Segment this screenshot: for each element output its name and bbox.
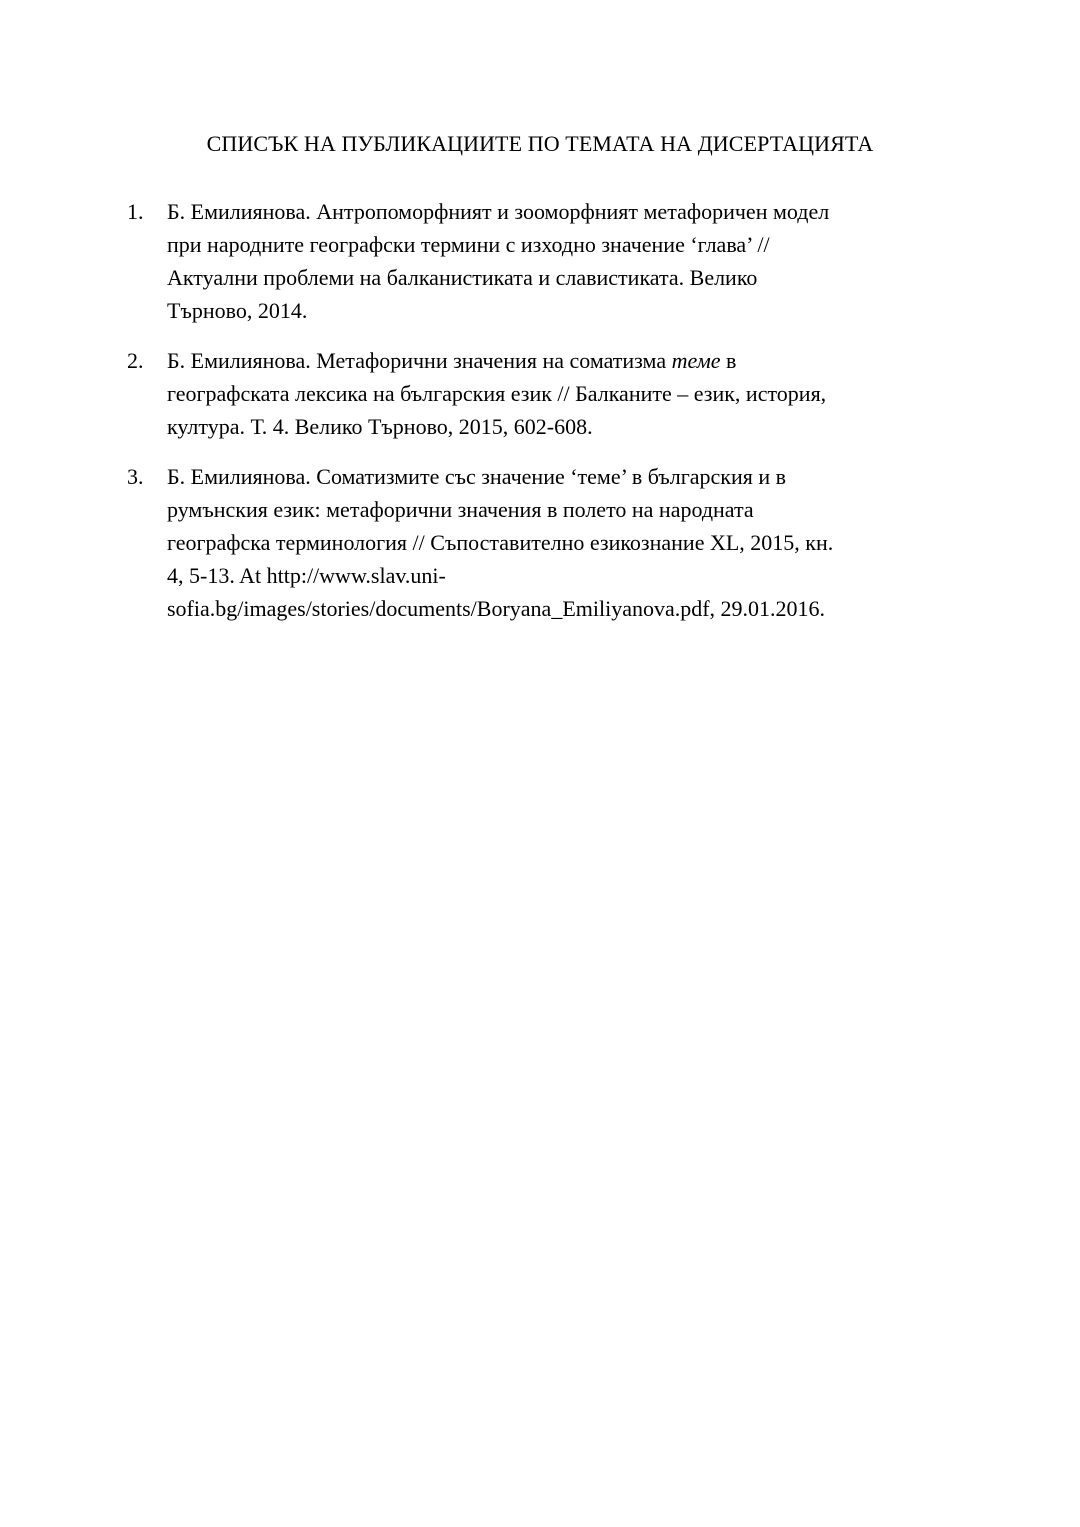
publication-line: Актуални проблеми на балканистиката и славистиката. Велико: [167, 265, 758, 290]
publication-line-start: Б. Емилиянова. Метафорични значения на соматизма: [167, 348, 672, 373]
publication-number: 1.: [127, 199, 144, 224]
publication-text: [167, 460, 967, 625]
page-title: СПИСЪК НА ПУБЛИКАЦИИТЕ ПО ТЕМАТА НА ДИСЕРТАЦИЯТА: [206, 131, 874, 156]
publication-line: Б. Емилиянова. Соматизмите със значение ‘теме’ в българския и в: [167, 464, 786, 489]
publication-line: Б. Емилиянова. Антропоморфният и зооморфният метафоричен модел: [167, 199, 830, 224]
italic-term: теме: [671, 348, 721, 373]
publication-line: Търново, 2014.: [167, 298, 308, 323]
publication-number: 2.: [127, 348, 144, 373]
publication-line: румънския език: метафорични значения в полето на народната: [167, 497, 754, 522]
publication-line: [167, 344, 967, 377]
publication-line-end: в: [720, 348, 737, 373]
publication-item-1: [0, 195, 1080, 327]
publication-text: [167, 344, 967, 443]
publication-line: култура. Т. 4. Велико Търново, 2015, 602-608.: [167, 414, 593, 439]
publication-item-2: [0, 344, 1080, 443]
publication-line: географската лексика на българския език // Балканите – език, история,: [167, 381, 827, 406]
publication-line: при народните географски термини с изходно значение ‘глава’ //: [167, 232, 770, 257]
publication-line: 4, 5-13. At http://www.slav.uni-: [167, 563, 446, 588]
publication-item-3: [0, 460, 1080, 625]
publication-line: географска терминология // Съпоставително езикознание XL, 2015, кн.: [167, 530, 834, 555]
publication-number: 3.: [127, 464, 144, 489]
publication-list: [0, 195, 1080, 642]
publication-line: sofia.bg/images/stories/documents/Boryana_Emiliyanova.pdf, 29.01.2016.: [167, 596, 826, 621]
publication-text: [167, 195, 967, 327]
